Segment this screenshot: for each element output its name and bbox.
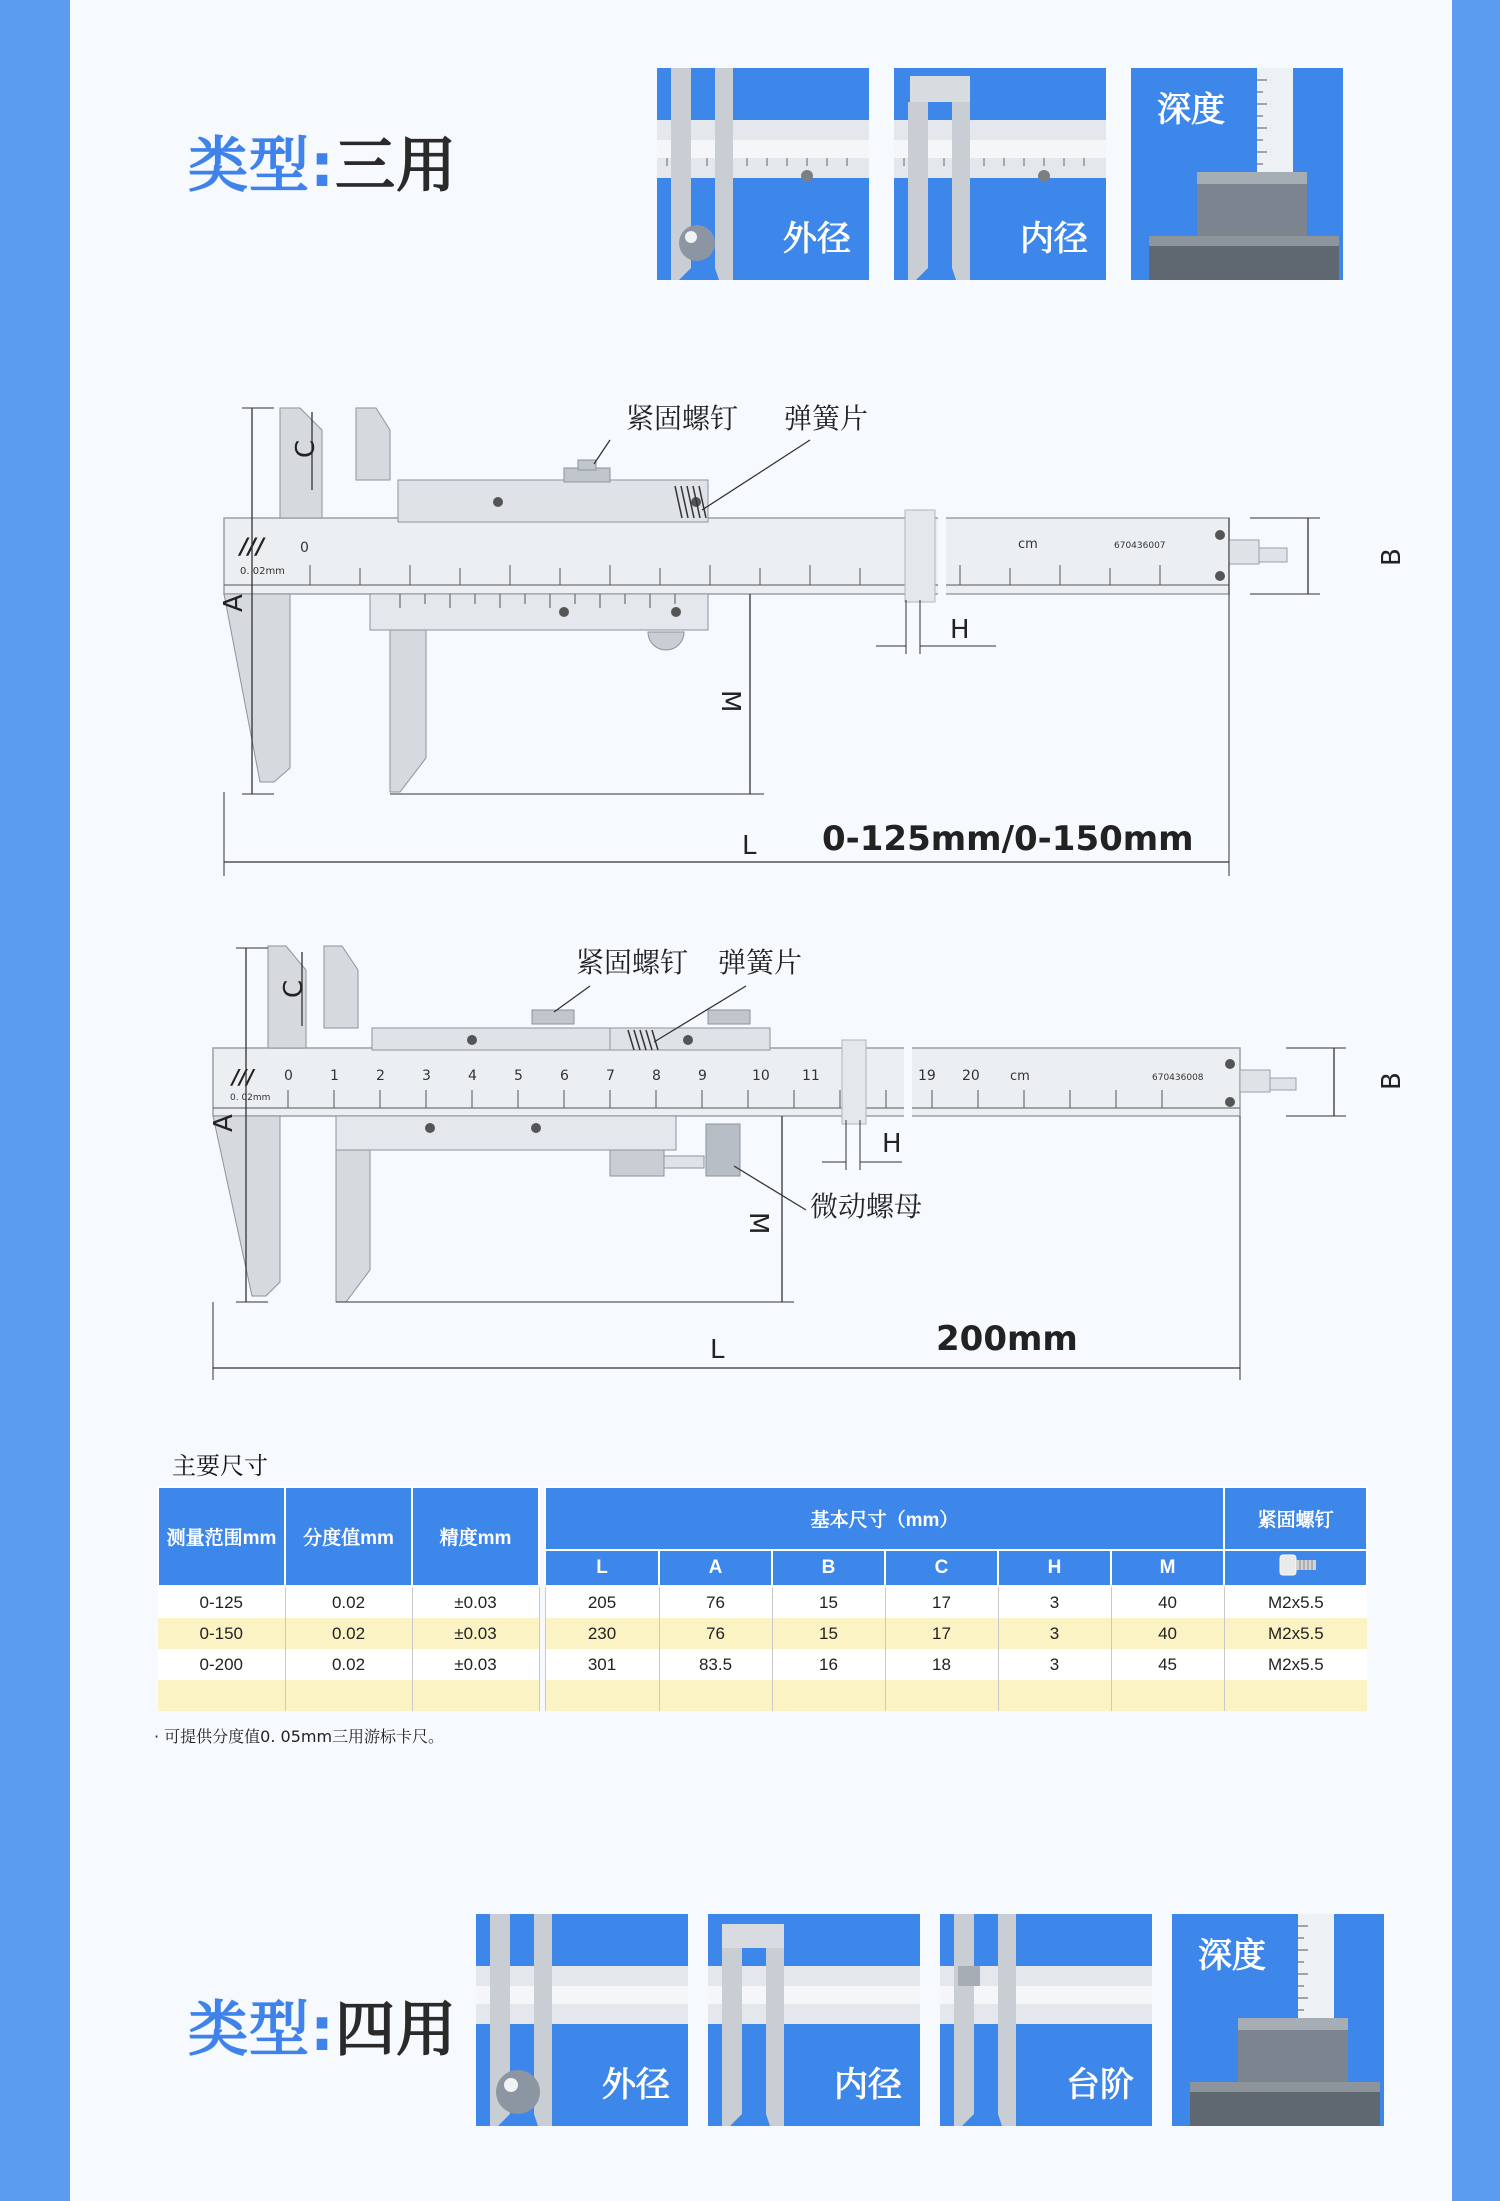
svg-text:9: 9 [698,1068,707,1084]
serial-number: 670436008 [1152,1073,1204,1083]
svg-text:6: 6 [560,1068,569,1084]
svg-text:4: 4 [468,1068,477,1084]
thumb-step[interactable] [940,1914,1152,2126]
range-label: 0-125mm/0-150mm [822,819,1194,859]
header-division: 分度值mm [285,1487,412,1586]
movable-jaw-outer [390,630,426,792]
scale-zero: 0 [300,540,309,556]
svg-text:3: 3 [422,1068,431,1084]
type-title-rest: 四用 [335,1995,457,2065]
thumb-outer-diameter[interactable] [476,1914,688,2126]
thumb-label: 外径 [783,219,851,259]
scale-unit: cm [1010,1069,1030,1084]
header-range: 测量范围mm [158,1487,285,1586]
vernier-slider [398,480,708,522]
caliper-diagram-200 [70,930,1452,1400]
brand-logo: /// [240,535,265,560]
svg-text:8: 8 [652,1068,661,1084]
thumb-label: 台阶 [1066,2065,1134,2105]
thumb-inner-diameter[interactable] [894,68,1106,280]
callout-fine-nut: 微动螺母 [810,1190,923,1223]
dim-b: B [1377,1072,1407,1090]
movable-jaw-outer [336,1150,370,1302]
svg-text:11: 11 [802,1068,820,1084]
product-page [70,0,1452,2201]
thumb-label: 内径 [834,2065,902,2105]
serial-number: 670436007 [1114,541,1166,551]
thumb-depth[interactable] [1131,68,1343,280]
callout-spring-plate: 弹簧片 [784,402,869,435]
dim-m: M [715,690,745,713]
type-three-title [188,118,457,204]
thumb-label: 外径 [602,2065,670,2105]
table-row: 0-150 0.02 ±0.03 230 76 15 17 3 40 M2x5.5 [158,1618,1367,1649]
dim-l: L [742,831,757,861]
spec-table [157,1486,1368,1711]
dim-h: H [882,1129,902,1159]
fixed-jaw-inner [280,408,322,518]
screw-icon [1224,1550,1367,1586]
movable-jaw-inner [356,408,390,480]
fine-adjust-nut [706,1124,740,1176]
header-h: H [998,1550,1111,1586]
type-title-highlight: 类型: [188,1995,335,2065]
header-basic-dims: 基本尺寸（mm） [545,1487,1224,1550]
caliper-diagram-125-150 [70,380,1452,900]
dim-l: L [710,1335,725,1365]
header-accuracy: 精度mm [412,1487,539,1586]
type-title-rest: 三用 [335,131,457,201]
brand-logo: /// [232,1065,254,1089]
table-row [158,1680,1367,1711]
spec-caption: 主要尺寸 [172,1452,268,1480]
dim-c: C [291,439,321,458]
thumb-outer-diameter[interactable] [657,68,869,280]
table-row: 0-125 0.02 ±0.03 205 76 15 17 3 40 M2x5.5 [158,1586,1367,1618]
dim-c: C [279,979,309,998]
main-beam [213,1048,1240,1116]
svg-text:0: 0 [284,1068,293,1084]
main-beam [224,518,1229,594]
dim-a: A [209,1114,239,1132]
svg-text:10: 10 [752,1068,770,1084]
type-four-title [188,1982,457,2068]
resolution-label: 0. 02mm [240,566,285,577]
scale-unit: cm [1018,537,1038,552]
fixed-jaw-outer [224,594,290,782]
dim-h: H [950,615,970,645]
callout-locking-screw: 紧固螺钉 [576,946,689,979]
thumb-wheel [648,632,684,650]
svg-text:20: 20 [962,1068,980,1084]
dim-b: B [1377,548,1407,566]
callout-locking-screw: 紧固螺钉 [626,402,739,435]
svg-text:5: 5 [514,1068,523,1084]
svg-text:2: 2 [376,1068,385,1084]
resolution-label: 0. 02mm [230,1093,271,1103]
dim-a: A [219,594,249,612]
table-row: 0-200 0.02 ±0.03 301 83.5 16 18 3 45 M2x5.5 [158,1649,1367,1680]
thumb-label: 深度 [1198,1936,1266,1976]
type-title-highlight: 类型: [188,131,335,201]
thumb-depth[interactable] [1172,1914,1384,2126]
range-label: 200mm [936,1319,1078,1359]
header-b: B [772,1550,885,1586]
svg-text:19: 19 [918,1068,936,1084]
movable-jaw-inner [324,946,358,1028]
header-l: L [545,1550,659,1586]
svg-text:1: 1 [330,1068,339,1084]
locking-screw [532,1010,574,1024]
thumb-inner-diameter[interactable] [708,1914,920,2126]
footnote: · 可提供分度值0. 05mm三用游标卡尺。 [154,1727,445,1746]
thumb-label: 内径 [1020,219,1088,259]
thumb-label: 深度 [1157,90,1225,130]
callout-spring-plate: 弹簧片 [718,946,803,979]
header-screw: 紧固螺钉 [1224,1487,1367,1550]
dim-m: M [743,1212,773,1235]
header-a: A [659,1550,772,1586]
header-c: C [885,1550,998,1586]
header-m: M [1111,1550,1224,1586]
svg-text:7: 7 [606,1068,615,1084]
